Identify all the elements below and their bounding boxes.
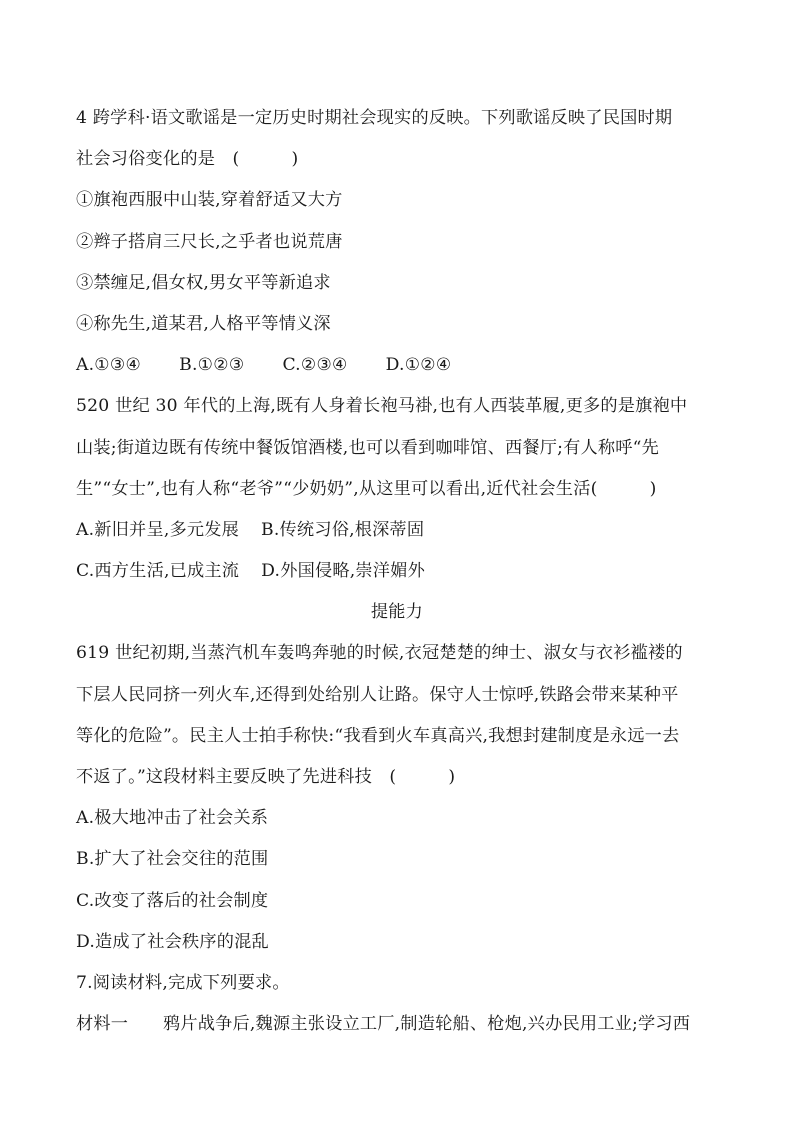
question-5-stem-line-2: 山装;街道边既有传统中餐饭馆酒楼,也可以看到咖啡馆、西餐厅;有人称呼“先 [76, 437, 660, 458]
question-4 [76, 98, 718, 386]
question-6-stem-line-3: 等化的危险”。民主人士拍手称快:“我看到火车真高兴,我想封建制度是永远一去 [76, 725, 680, 746]
question-4-options [76, 345, 718, 386]
question-5-option-d: D.外国侵略,崇洋媚外 [261, 561, 425, 582]
question-5-options-row-1 [76, 510, 718, 551]
question-4-option-c: C.②③④ [282, 355, 348, 376]
question-6-option-b: B.扩大了社会交往的范围 [76, 849, 269, 870]
question-5-stem-line-3: 生”“女士”,也有人称“老爷”“少奶奶”,从这里可以看出,近代社会生活( ) [76, 478, 657, 499]
question-5-options-row-2 [76, 551, 718, 592]
question-6 [76, 633, 718, 963]
question-6-option-d: D.造成了社会秩序的混乱 [76, 931, 269, 952]
question-5-stem-line-1: 520 世纪 30 年代的上海,既有人身着长袍马褂,也有人西装革履,更多的是旗袍中 [76, 396, 688, 417]
question-4-item-3: ③禁缠足,倡女权,男女平等新追求 [76, 272, 331, 293]
question-7-material-1: 材料一 鸦片战争后,魏源主张设立工厂,制造轮船、枪炮,兴办民用工业;学习西 [76, 1014, 691, 1035]
question-5 [76, 386, 718, 592]
question-4-option-b: B.①②③ [179, 355, 245, 376]
section-title: 提能力 [370, 602, 424, 623]
question-6-option-a: A.极大地冲击了社会关系 [76, 808, 269, 829]
question-7 [76, 963, 718, 1045]
question-6-stem-line-4: 不返了。”这段材料主要反映了先进科技 ( ) [76, 767, 456, 787]
question-5-option-b: B.传统习俗,根深蒂固 [261, 519, 425, 540]
question-4-item-2: ②辫子搭肩三尺长,之乎者也说荒唐 [76, 231, 343, 252]
question-5-option-c: C.西方生活,已成主流 [76, 561, 240, 582]
question-4-stem-line-2: 社会习俗变化的是 ( ) [76, 149, 299, 170]
page-content [76, 98, 718, 1045]
question-6-option-c: C.改变了落后的社会制度 [76, 890, 269, 911]
question-4-option-d: D.①②④ [385, 355, 452, 376]
question-4-item-4: ④称先生,道某君,人格平等情义深 [76, 313, 331, 334]
question-5-option-a: A.新旧并呈,多元发展 [76, 519, 240, 540]
question-6-stem-line-1: 619 世纪初期,当蒸汽机车轰鸣奔驰的时候,衣冠楚楚的绅士、淑女与衣衫褴褛的 [76, 643, 683, 664]
question-4-option-a: A.①③④ [76, 355, 142, 376]
question-4-stem-line-1: 4 跨学科·语文歌谣是一定历史时期社会现实的反映。下列歌谣反映了民国时期 [76, 108, 673, 128]
question-4-item-1: ①旗袍西服中山装,穿着舒适又大方 [76, 190, 343, 211]
question-7-instruction: 7.阅读材料,完成下列要求。 [76, 972, 290, 993]
question-6-stem-line-2: 下层人民同挤一列火车,还得到处给别人让路。保守人士惊呼,铁路会带来某种平 [76, 684, 679, 705]
